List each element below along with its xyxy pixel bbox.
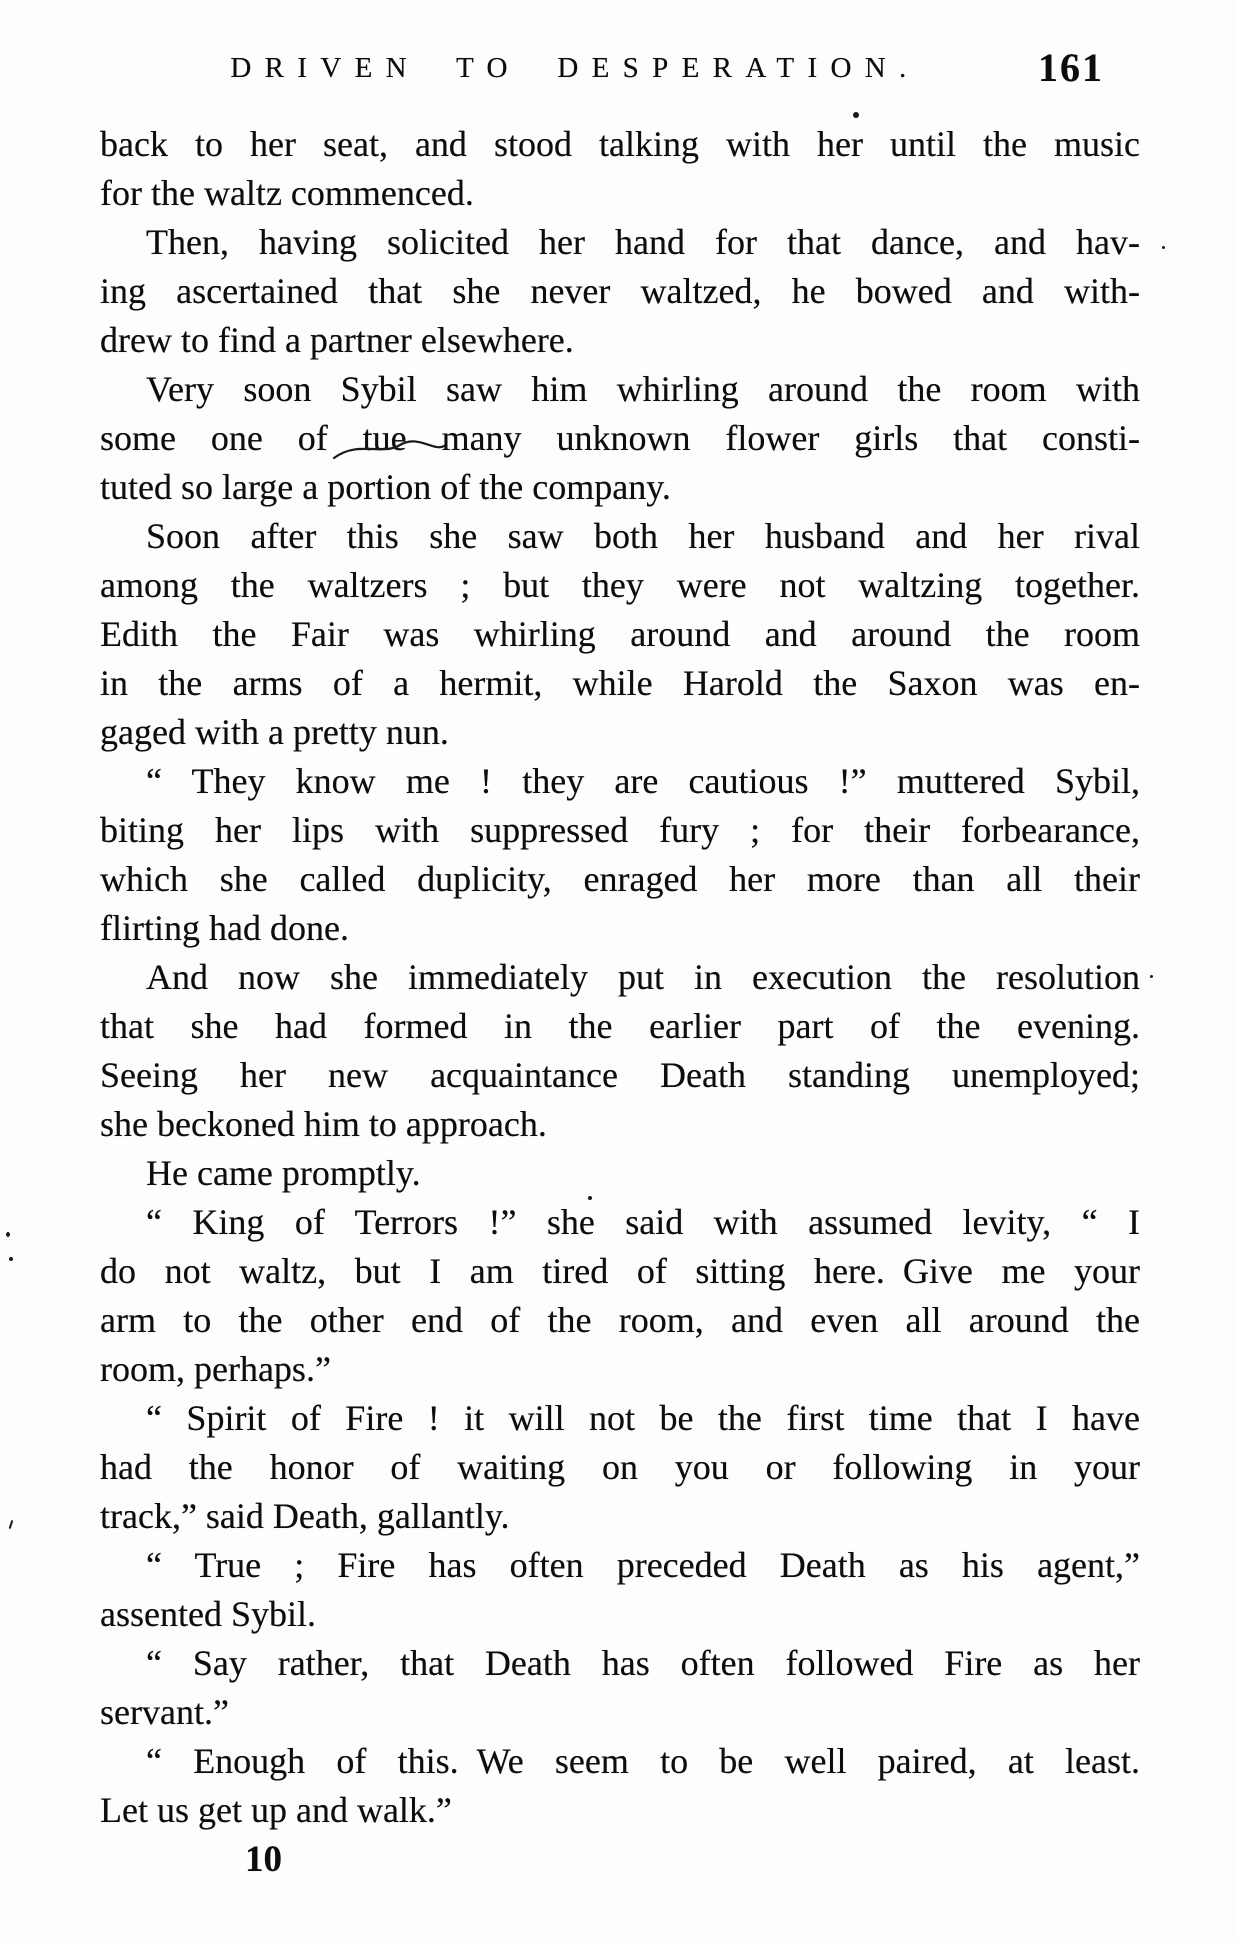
- text-line: drew to find a partner elsewhere.: [100, 320, 574, 360]
- scan-speck: [1162, 246, 1165, 249]
- text-line: “ They know me ! they are cautious !” muttered Sybil,: [146, 761, 1140, 801]
- scan-speck: [9, 1520, 14, 1529]
- text-line: Then, having solicited her hand for that dance, and hav-: [146, 222, 1140, 262]
- text-line: “ True ; Fire has often preceded Death as his agent,”: [146, 1545, 1140, 1585]
- scan-speck: [6, 1232, 10, 1237]
- text-line: Very soon Sybil saw him whirling around the room with: [146, 369, 1140, 409]
- text-line: which she called duplicity, enraged her more than all their: [100, 859, 1140, 899]
- scan-speck: [9, 1257, 13, 1261]
- text-line: gaged with a pretty nun.: [100, 712, 449, 752]
- running-title: DRIVEN TO DESPERATION.: [230, 52, 920, 84]
- text-line: had the honor of waiting on you or following in your: [100, 1447, 1140, 1487]
- scan-speck: [853, 112, 859, 118]
- signature-mark: 10: [245, 1839, 282, 1880]
- text-line: servant.”: [100, 1692, 229, 1732]
- text-line: Soon after this she saw both her husband and her rival: [146, 516, 1140, 556]
- text-line: some one of tue many unknown flower girls that consti-: [100, 418, 1140, 458]
- ink-scratch-mark: [330, 436, 450, 464]
- text-line: And now she immediately put in execution the resolution: [146, 957, 1140, 997]
- text-line: in the arms of a hermit, while Harold the Saxon was en-: [100, 663, 1140, 703]
- text-line: Seeing her new acquaintance Death standing unemployed;: [100, 1055, 1140, 1095]
- text-line: “ Enough of this. We seem to be well paired, at least.: [146, 1741, 1140, 1781]
- page-number: 161: [1038, 45, 1104, 90]
- text-line: that she had formed in the earlier part of the evening.: [100, 1006, 1140, 1046]
- text-line: biting her lips with suppressed fury ; for their forbearance,: [100, 810, 1140, 850]
- text-line: assented Sybil.: [100, 1594, 316, 1634]
- text-line: arm to the other end of the room, and even all around the: [100, 1300, 1140, 1340]
- text-line: flirting had done.: [100, 908, 349, 948]
- text-line: among the waltzers ; but they were not waltzing together.: [100, 565, 1140, 605]
- text-line: “ Say rather, that Death has often followed Fire as her: [146, 1643, 1140, 1683]
- text-line: Edith the Fair was whirling around and around the room: [100, 614, 1140, 654]
- page-body: [100, 120, 1140, 1835]
- text-line: for the waltz commenced.: [100, 173, 474, 213]
- text-line: she beckoned him to approach.: [100, 1104, 547, 1144]
- text-line: tuted so large a portion of the company.: [100, 467, 671, 507]
- scan-speck: [1150, 975, 1153, 978]
- text-line: room, perhaps.”: [100, 1349, 331, 1389]
- text-line: do not waltz, but I am tired of sitting here. Give me your: [100, 1251, 1140, 1291]
- text-line: track,” said Death, gallantly.: [100, 1496, 510, 1536]
- scan-speck: [588, 1196, 592, 1200]
- text-line: He came promptly.: [146, 1153, 421, 1193]
- text-line: back to her seat, and stood talking with her until the music: [100, 124, 1140, 164]
- text-line: Let us get up and walk.”: [100, 1790, 452, 1830]
- text-line: “ King of Terrors !” she said with assumed levity, “ I: [146, 1202, 1140, 1242]
- text-line: “ Spirit of Fire ! it will not be the first time that I have: [146, 1398, 1140, 1438]
- text-line: ing ascertained that she never waltzed, he bowed and with-: [100, 271, 1140, 311]
